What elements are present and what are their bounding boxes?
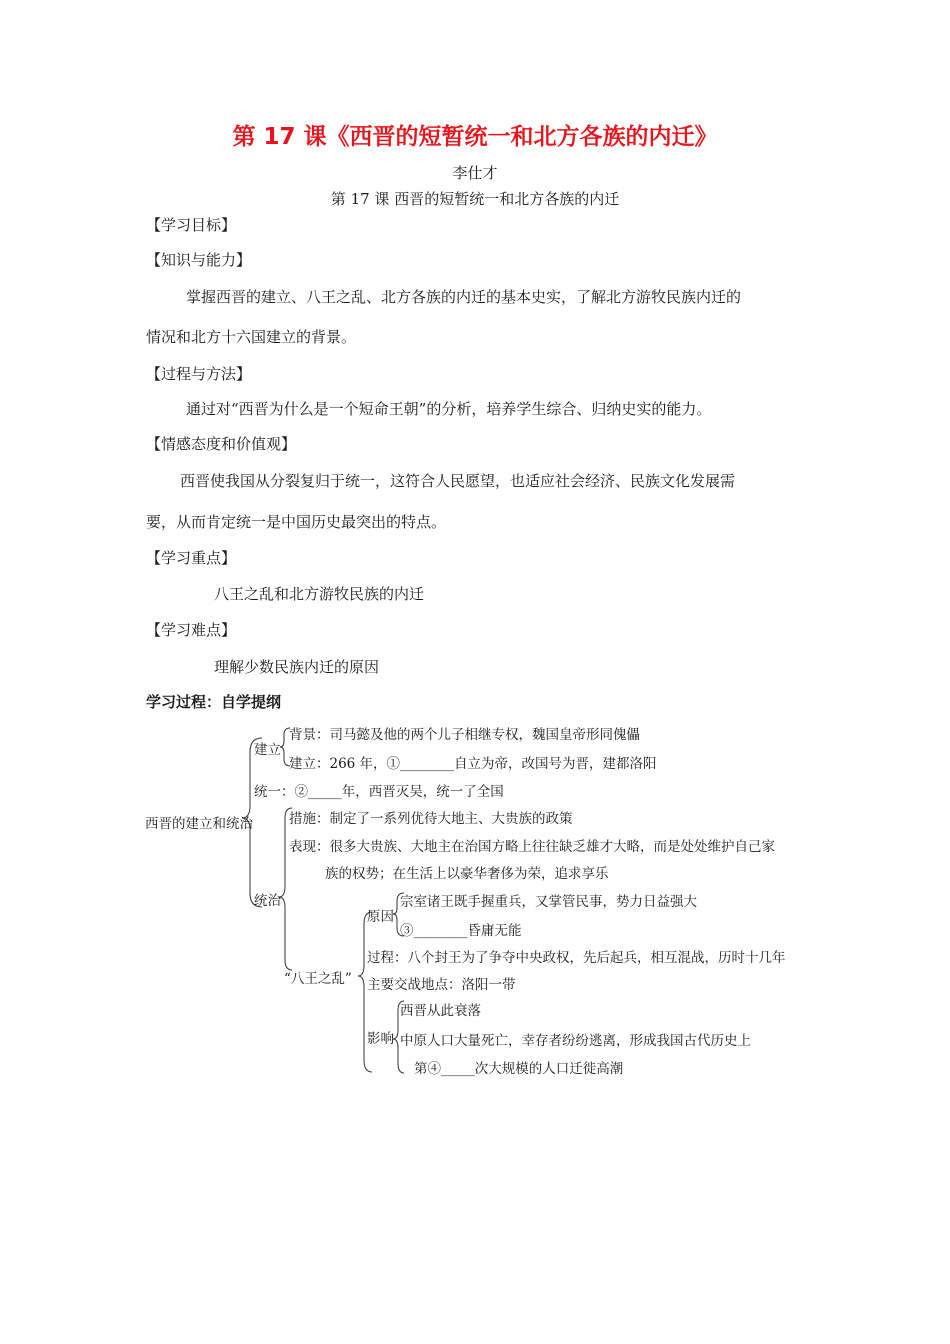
knowledge-line-2: 情况和北方十六国建立的背景。: [146, 328, 357, 346]
outline-background: 背景：司马懿及他的两个儿子相继专权，魏国皇帝形同傀儡: [289, 727, 640, 743]
outline-root: 西晋的建立和统治: [145, 816, 253, 832]
process-line: 通过对“西晋为什么是一个短命王朝”的分析，培养学生综合、归纳史实的能力。: [186, 400, 712, 418]
section-knowledge: 【知识与能力】: [146, 251, 252, 269]
outline-place: 主要交战地点：洛阳一带: [367, 977, 516, 993]
key-line: 八王之乱和北方游牧民族的内迁: [214, 585, 425, 603]
outline-heading: 学习过程：自学提纲: [146, 693, 282, 711]
section-process: 【过程与方法】: [146, 365, 252, 383]
difficulty-line: 理解少数民族内迁的原因: [214, 658, 380, 676]
outline-unify: 统一：②_____年，西晋灭吴，统一了全国: [254, 784, 504, 800]
outline-establish: 建立: [254, 742, 281, 758]
section-emotion: 【情感态度和价值观】: [146, 435, 297, 453]
outline-measure: 措施：制定了一系列优待大地主、大贵族的政策: [289, 811, 573, 827]
section-goals: 【学习目标】: [146, 216, 237, 234]
outline-found: 建立：266 年，①________自立为帝，改国号为晋，建都洛阳: [289, 756, 657, 772]
section-difficulty: 【学习难点】: [146, 621, 237, 639]
outline-effect-1: 西晋从此衰落: [400, 1003, 481, 1019]
outline-effect: 影响: [367, 1031, 394, 1047]
knowledge-line-1: 掌握西晋的建立、八王之乱、北方各族的内迁的基本史实，了解北方游牧民族内迁的: [186, 288, 742, 306]
section-key: 【学习重点】: [146, 549, 237, 567]
page-title: 第 17 课《西晋的短暂统一和北方各族的内迁》: [232, 124, 718, 150]
outline-behave-1: 表现：很多大贵族、大地主在治国方略上往往缺乏雄才大略，而是处处维护自己家: [289, 839, 775, 855]
outline-cause: 原因: [367, 909, 394, 925]
emotion-line-2: 要，从而肯定统一是中国历史最突出的特点。: [146, 513, 447, 531]
outline-effect-3: 第④_____次大规模的人口迁徙高潮: [414, 1061, 624, 1077]
outline-cause-1: 宗室诸王既手握重兵，又掌管民事，势力日益强大: [400, 894, 697, 910]
subtitle: 第 17 课 西晋的短暂统一和北方各族的内迁: [330, 190, 620, 208]
outline-eight-kings: “八王之乱”: [284, 971, 352, 987]
outline-rule: 统治: [254, 893, 281, 909]
outline-behave-2: 族的权势；在生活上以豪华奢侈为荣，追求享乐: [325, 866, 609, 882]
author: 李仕才: [452, 164, 498, 182]
emotion-line-1: 西晋使我国从分裂复归于统一，这符合人民愿望，也适应社会经济、民族文化发展需: [180, 472, 736, 490]
outline-course: 过程：八个封王为了争夺中央政权，先后起兵，相互混战，历时十几年: [367, 950, 786, 966]
outline-cause-2: ③________昏庸无能: [400, 923, 522, 939]
outline-effect-2: 中原人口大量死亡，幸存者纷纷逃离，形成我国古代历史上: [400, 1033, 751, 1049]
